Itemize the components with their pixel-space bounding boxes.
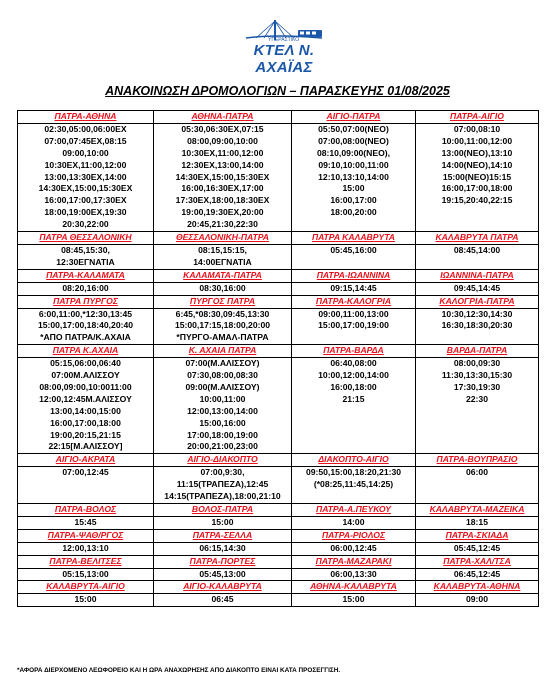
route-name: ΠΑΤΡΑ ΘΕΣΣΑΛΟΝΙΚΗ — [18, 232, 154, 245]
departure-time-line: 15:00 — [211, 516, 234, 527]
departure-time-line: (*08:25,11:45,14:25) — [313, 479, 394, 490]
route-times — [416, 467, 539, 504]
route-times-row — [18, 516, 539, 529]
route-times — [416, 244, 539, 269]
route-name: ΠΑΤΡΑ-ΧΑΛ/ΤΣΑ — [416, 555, 539, 568]
route-name: ΠΑΤΡΑ-ΒΑΡΔΑ — [292, 345, 416, 358]
departure-time-line: 07:00(Μ.ΑΛΙΣΣΟΥ) — [185, 358, 260, 369]
departure-time-line: 05:15,06:00,06:40 — [50, 358, 121, 369]
departure-time-line: 12:00,13:10 — [62, 542, 109, 553]
route-name: ΚΑΛΟΓΡΙΑ-ΠΑΤΡΑ — [416, 295, 539, 308]
departure-time-line: 16:00,16:30ΕΧ,17:00 — [181, 183, 264, 194]
route-name: ΠΑΤΡΑ-ΚΑΛΑΜΑΤΑ — [18, 269, 154, 282]
departure-time-line: 10:30,12:30,14:30 — [441, 308, 513, 319]
route-header-row — [18, 581, 539, 594]
route-times — [292, 516, 416, 529]
route-name: ΠΑΤΡΑ-ΒΟΛΟΣ — [18, 504, 154, 517]
departure-time-line: 09:00(Μ.ΑΛΙΣΣΟΥ) — [185, 381, 260, 392]
departure-time-line: 02:30,05:00,06:00ΕΧ — [44, 123, 127, 134]
departure-time-line: 18:00,20:00 — [330, 207, 377, 218]
route-header-row — [18, 504, 539, 517]
departure-time-line: 07:00,08:10 — [453, 123, 501, 134]
route-times — [154, 467, 292, 504]
departure-time-line: *ΑΠΟ ΠΑΤΡΑ/Κ.ΑΧΑΙΑ — [40, 332, 131, 343]
route-name: ΚΑΛΑΒΡΥΤΑ-ΜΑΖΕΙΚΑ — [416, 504, 539, 517]
route-name: ΘΕΣΣΑΛΟΝΙΚΗ-ΠΑΤΡΑ — [154, 232, 292, 245]
route-name: ΙΩΑΝΝΙΝΑ-ΠΑΤΡΑ — [416, 269, 539, 282]
departure-time-line: 19:15,20:40,22:15 — [441, 195, 513, 206]
route-times — [154, 594, 292, 607]
departure-time-line: 05:15,13:00 — [62, 568, 109, 579]
route-name: ΠΑΤΡΑ ΠΥΡΓΟΣ — [18, 295, 154, 308]
departure-time-line: 08:20,16:00 — [62, 282, 109, 293]
route-times — [416, 282, 539, 295]
route-times — [18, 282, 154, 295]
departure-time-line: 05:45,13:00 — [199, 568, 246, 579]
route-times — [292, 467, 416, 504]
departure-time-line: 07:00,12:45 — [62, 467, 109, 478]
departure-time-line: 15:00,17:00,19:00 — [318, 320, 389, 331]
route-times-row — [18, 358, 539, 454]
route-times — [292, 123, 416, 231]
logo-name: ΚΤΕΛ Ν. ΑΧΑΪΑΣ — [253, 42, 315, 76]
route-name: ΑΙΓΙΟ-ΠΑΤΡΑ — [292, 111, 416, 124]
route-times — [18, 244, 154, 269]
departure-time-line: 08:30,16:00 — [199, 282, 246, 293]
route-times-row — [18, 467, 539, 504]
departure-time-line: 15:00,17:00,18:40,20:40 — [37, 320, 134, 331]
departure-time-line: 08:10,09:00(ΝΕΟ), — [316, 147, 391, 158]
departure-time-line: 17:00,18:00,19:00 — [187, 429, 258, 440]
route-name: ΠΑΤΡΑ-ΒΕΛΙΤΣΕΣ — [18, 555, 154, 568]
route-name: ΠΑΤΡΑ-ΡΙΟΛΟΣ — [292, 529, 416, 542]
route-name: ΚΑΛΑΜΑΤΑ-ΠΑΤΡΑ — [154, 269, 292, 282]
departure-time-line: 09:50,15:00,18:20,21:30 — [305, 467, 402, 478]
departure-time-line: 05:30,06:30ΕΧ,07:15 — [181, 123, 264, 134]
departure-time-line: 06:40,08:00 — [330, 358, 377, 369]
departure-time-line: 20:45,21:30,22:30 — [187, 219, 258, 230]
route-name: ΠΑΤΡΑ-ΒΟΥΠΡΑΣΙΟ — [416, 454, 539, 467]
route-times — [292, 542, 416, 555]
departure-time-line: 06:45,12:45 — [453, 568, 501, 579]
departure-time-line: 10:00,11:00 — [199, 393, 246, 404]
route-times — [154, 123, 292, 231]
departure-time-line: 13:00(ΝΕΟ),13:10 — [441, 147, 513, 158]
departure-time-line: 10:00,11:00,12:00 — [441, 135, 513, 146]
departure-time-line: 22:30 — [466, 393, 488, 404]
departure-time-line: 12:00,12:45Μ.ΑΛΙΣΣΟΥ — [39, 393, 132, 404]
route-times — [18, 467, 154, 504]
departure-time-line: *ΠΥΡΓΟ-ΑΜΑΛ-ΠΑΤΡΑ — [176, 332, 269, 343]
departure-time-line: 6:45,*08:30,09:45,13:30 — [175, 308, 270, 319]
route-times — [416, 308, 539, 345]
departure-time-line: 07:00,9:30, — [200, 467, 245, 478]
departure-time-line: 15:45 — [74, 516, 97, 527]
departure-time-line: 10:00,12:00,14:00 — [318, 370, 389, 381]
departure-time-line: 08:00,09:30 — [453, 358, 501, 369]
route-times — [154, 244, 292, 269]
departure-time-line: 15:00,16:00 — [199, 417, 246, 428]
route-name: ΑΘΗΝΑ-ΚΑΛΑΒΡΥΤΑ — [292, 581, 416, 594]
departure-time-line: 14:00ΕΓΝΑΤΙΑ — [193, 256, 252, 267]
departure-time-line: 20:30,22:00 — [62, 219, 109, 230]
route-name: ΚΑΛΑΒΡΥΤΑ-ΑΘΗΝΑ — [416, 581, 539, 594]
route-name: ΠΑΤΡΑ Κ.ΑΧΑΙΑ — [18, 345, 154, 358]
departure-time-line: 16:00,17:00 — [330, 195, 377, 206]
route-times — [154, 568, 292, 581]
departure-time-line: 15:00,17:15,18:00,20:00 — [174, 320, 271, 331]
departure-time-line: 07:00Μ.ΑΛΙΣΣΟΥ — [51, 370, 120, 381]
departure-time-line: 06:00 — [466, 467, 488, 478]
route-times — [416, 123, 539, 231]
departure-time-line: 12:30ΕΧ,13:00,14:00 — [181, 159, 264, 170]
departure-time-line: 15:00 — [342, 594, 365, 605]
departure-time-line: 08:00,09:00,10:00 — [187, 135, 258, 146]
departure-time-line: 19:00,19:30ΕΧ,20:00 — [181, 207, 264, 218]
departure-time-line: 16:00,17:00,18:00 — [441, 183, 513, 194]
departure-time-line: 08:15,15:15, — [198, 244, 247, 255]
route-times — [292, 568, 416, 581]
route-times — [154, 516, 292, 529]
route-times — [292, 594, 416, 607]
departure-time-line: 15:00(ΝΕΟ)15:15 — [442, 171, 512, 182]
route-header-row — [18, 555, 539, 568]
route-name: ΠΑΤΡΑ-ΜΑΖΑΡΑΚΙ — [292, 555, 416, 568]
route-times — [416, 542, 539, 555]
departure-time-line: 18:00,19:00ΕΧ,19:30 — [44, 207, 127, 218]
route-times — [292, 358, 416, 454]
departure-time-line: 09:00,10:00 — [62, 147, 109, 158]
route-name: ΚΑΛΑΒΡΥΤΑ ΠΑΤΡΑ — [416, 232, 539, 245]
route-name: ΒΟΛΟΣ-ΠΑΤΡΑ — [154, 504, 292, 517]
route-times — [154, 358, 292, 454]
departure-time-line: 08:00,09:00,10:0011:00 — [39, 381, 132, 392]
route-times — [154, 282, 292, 295]
route-times — [18, 568, 154, 581]
route-header-row — [18, 295, 539, 308]
departure-time-line: 11:30,13:30,15:30 — [441, 370, 513, 381]
departure-time-line: 22:15[Μ.ΑΛΙΣΣΟΥ] — [48, 441, 123, 452]
route-times-row — [18, 568, 539, 581]
departure-time-line: 05:45,12:45 — [453, 542, 501, 553]
route-name: ΠΑΤΡΑ-ΑΙΓΙΟ — [416, 111, 539, 124]
route-times — [292, 244, 416, 269]
departure-time-line: 12:30ΕΓΝΑΤΙΑ — [56, 256, 115, 267]
departure-time-line: 08:45,15:30, — [61, 244, 110, 255]
departure-time-line: 06:15,14:30 — [199, 542, 246, 553]
route-times — [292, 282, 416, 295]
route-header-row — [18, 529, 539, 542]
route-times-row — [18, 594, 539, 607]
route-times — [18, 123, 154, 231]
departure-time-line: 10:30ΕΧ,11:00,12:00 — [181, 147, 264, 158]
route-header-row — [18, 345, 539, 358]
departure-time-line: 07:30,08:00,08:30 — [187, 370, 258, 381]
departure-time-line: 15:00 — [74, 594, 97, 605]
departure-time-line: 06:00,12:45 — [330, 542, 377, 553]
route-name: ΠΑΤΡΑ ΚΑΛΑΒΡΥΤΑ — [292, 232, 416, 245]
route-name: ΠΑΤΡΑ-ΨΑΘ/ΡΓΟΣ — [18, 529, 154, 542]
route-times-row — [18, 308, 539, 345]
departure-time-line: 10:30ΕΧ,11:00,12:00 — [44, 159, 127, 170]
route-times — [416, 568, 539, 581]
departure-time-line: 05:50,07:00(ΝΕΟ) — [318, 123, 389, 134]
departure-time-line: 15:00 — [342, 183, 365, 194]
departure-time-line: 09:00,11:00,13:00 — [318, 308, 389, 319]
departure-time-line: 14:00 — [342, 516, 365, 527]
route-times — [18, 542, 154, 555]
departure-time-line: 19:00,20:15,21:15 — [50, 429, 121, 440]
route-header-row — [18, 269, 539, 282]
route-times-row — [18, 282, 539, 295]
departure-time-line: 17:30,19:30 — [453, 381, 501, 392]
route-name: ΠΑΤΡΑ-Α.ΠΕΥΚΟΥ — [292, 504, 416, 517]
departure-time-line: 6:00,11:00,*12:30,13:45 — [38, 308, 133, 319]
departure-time-line: 21:15 — [342, 393, 365, 404]
departure-time-line: 09:45,14:45 — [453, 282, 501, 293]
departure-time-line: 13:00,14:00,15:00 — [50, 405, 121, 416]
departure-time-line: 16:00,17:00,18:00 — [50, 417, 121, 428]
departure-time-line: 06:45 — [211, 594, 234, 605]
footnote: *ΑΦΟΡΑ ΔΙΕΡΧΟΜΕΝΟ ΛΕΩΦΟΡΕΙΟ ΚΑΙ Η ΩΡΑ ΑΝΑΧΩΡΗΣΗΣ ΑΠΟ ΔΙΑΚΟΠΤΟ ΕΙΝΑΙ ΚΑΤΑ ΠΡΟΣΕΓΓΙΣΗ. — [17, 667, 341, 674]
route-times — [416, 358, 539, 454]
departure-time-line: 16:00,18:00 — [330, 381, 377, 392]
route-name: ΑΙΓΙΟ-ΚΑΛΑΒΡΥΤΑ — [154, 581, 292, 594]
departure-time-line: 07:00,07:45ΕΧ,08:15 — [44, 135, 127, 146]
departure-time-line: 20:00,21:00,23:00 — [187, 441, 258, 452]
route-name: ΑΘΗΝΑ-ΠΑΤΡΑ — [154, 111, 292, 124]
route-name: ΠΑΤΡΑ-ΣΕΛΛΑ — [154, 529, 292, 542]
departure-time-line: 11:15(ΤΡΑΠΕΖΑ),12:45 — [176, 479, 269, 490]
route-name: ΔΙΑΚΟΠΤΟ-ΑΙΓΙΟ — [292, 454, 416, 467]
departure-time-line: 06:00,13:30 — [330, 568, 377, 579]
route-times — [416, 594, 539, 607]
route-name: ΒΑΡΔΑ-ΠΑΤΡΑ — [416, 345, 539, 358]
route-header-row — [18, 454, 539, 467]
route-times — [292, 308, 416, 345]
departure-time-line: 12:00,13:00,14:00 — [187, 405, 258, 416]
departure-time-line: 05:45,16:00 — [330, 244, 377, 255]
route-times-row — [18, 244, 539, 269]
departure-time-line: 17:30ΕΧ,18:00,18:30ΕΧ — [175, 195, 270, 206]
route-times — [18, 594, 154, 607]
route-name: ΠΑΤΡΑ-ΚΑΛΟΓΡΙΑ — [292, 295, 416, 308]
departure-time-line: 14:30ΕΧ,15:00,15:30ΕΧ — [175, 171, 270, 182]
departure-time-line: 13:00,13:30ΕΧ,14:00 — [44, 171, 127, 182]
departure-time-line: 07:00,08:00(ΝΕΟ) — [318, 135, 389, 146]
departure-time-line: 14:30ΕΧ,15:00,15:30ΕΧ — [38, 183, 133, 194]
departure-time-line: 09:00 — [466, 594, 488, 605]
route-times — [18, 516, 154, 529]
route-name: ΚΑΛΑΒΡΥΤΑ-ΑΙΓΙΟ — [18, 581, 154, 594]
departure-time-line: 09:10,10:00,11:00 — [318, 159, 389, 170]
departure-time-line: 14:00(ΝΕΟ),14:10 — [441, 159, 513, 170]
route-times — [416, 516, 539, 529]
departure-time-line: 14:15(ΤΡΑΠΕΖΑ),18:00,21:10 — [164, 491, 281, 502]
route-header-row — [18, 232, 539, 245]
route-name: ΠΑΤΡΑ-ΑΘΗΝΑ — [18, 111, 154, 124]
route-name: ΠΑΤΡΑ-ΣΚΙΑΔΑ — [416, 529, 539, 542]
company-logo — [226, 18, 342, 76]
route-times-row — [18, 123, 539, 231]
route-name: ΠΑΤΡΑ-ΙΩΑΝΝΙΝΑ — [292, 269, 416, 282]
route-name: ΠΑΤΡΑ-ΠΟΡΤΕΣ — [154, 555, 292, 568]
route-header-row — [18, 111, 539, 124]
departure-time-line: 09:15,14:45 — [330, 282, 377, 293]
departure-time-line: 16:30,18:30,20:30 — [441, 320, 513, 331]
departure-time-line: 18:15 — [466, 516, 488, 527]
route-name: ΑΙΓΙΟ-ΑΚΡΑΤΑ — [18, 454, 154, 467]
route-name: ΠΥΡΓΟΣ ΠΑΤΡΑ — [154, 295, 292, 308]
route-name: ΑΙΓΙΟ-ΔΙΑΚΟΠΤΟ — [154, 454, 292, 467]
departure-time-line: 16:00,17:00,17:30ΕΧ — [44, 195, 127, 206]
page-title: ΑΝΑΚΟΙΝΩΣΗ ΔΡΟΜΟΛΟΓΙΩΝ – ΠΑΡΑΣΚΕΥΗΣ 01/08/2025 — [105, 84, 450, 98]
route-times — [154, 308, 292, 345]
route-times — [154, 542, 292, 555]
departure-time-line: 12:10,13:10,14:00 — [318, 171, 389, 182]
route-name: Κ. ΑΧΑΙΑ ΠΑΤΡΑ — [154, 345, 292, 358]
route-times-row — [18, 542, 539, 555]
logo-subtitle: ΥΠΕΡΑΣΤΙΚΟ — [268, 37, 300, 43]
schedule-table — [17, 110, 539, 607]
route-times — [18, 358, 154, 454]
route-times — [18, 308, 154, 345]
departure-time-line: 08:45,14:00 — [453, 244, 501, 255]
